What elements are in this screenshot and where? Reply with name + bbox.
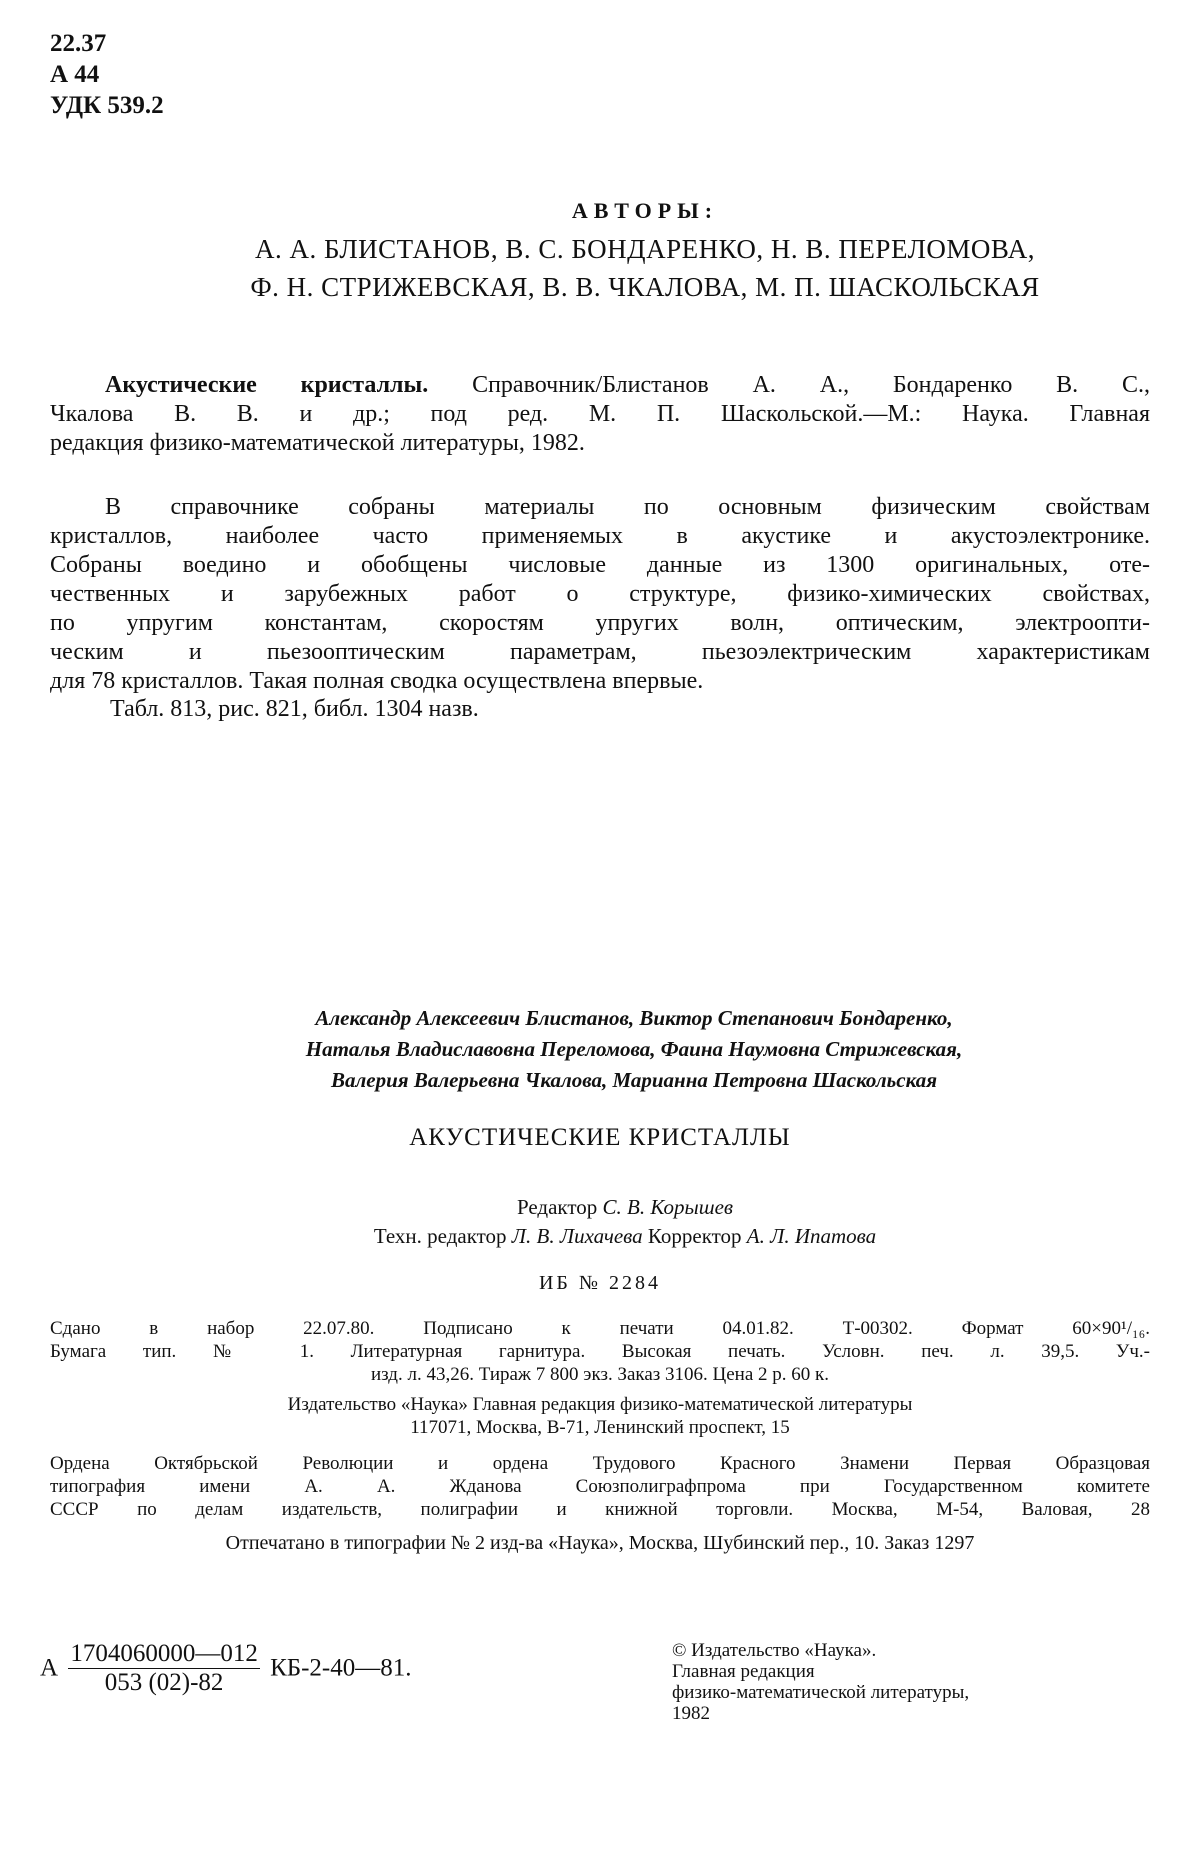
printing-house-line: типография имени А. А. Жданова Союзполиграфпрома при Государственном комитете — [50, 1476, 1150, 1497]
print-details-line: изд. л. 43,26. Тираж 7 800 экз. Заказ 3106. Цена 2 р. 60 к. — [370, 1364, 830, 1385]
print-details-line: Бумага тип. № 1. Литературная гарнитура. Высокая печать. Условн. печ. л. 39,5. Уч.- — [50, 1341, 1150, 1362]
print-details-line: Сдано в набор 22.07.80. Подписано к печати 04.01.82. Т-00302. Формат 60×90¹/₁₆. — [50, 1318, 1150, 1339]
ib-number: ИБ № 2284 — [538, 1272, 661, 1294]
biblio-line-2: Чкалова В. В. и др.; под ред. М. П. Шаскольской.—М.: Наука. Главная — [50, 401, 1150, 427]
editor-name: С. В. Корышев — [602, 1195, 734, 1219]
abstract-line: кристаллов, наиболее часто применяемых в акустике и акустоэлектронике. — [50, 523, 1150, 549]
index-fraction — [68, 1640, 260, 1697]
abstract — [50, 493, 1150, 696]
authors-line-1: А. А. БЛИСТАНОВ, В. С. БОНДАРЕНКО, Н. В. ПЕРЕЛОМОВА, — [255, 234, 1035, 264]
index-numerator: 1704060000—012 — [70, 1640, 258, 1667]
printing-house — [50, 1452, 1150, 1521]
full-names-line: Наталья Владиславовна Переломова, Фаина Наумовна Стрижевская, — [305, 1037, 963, 1061]
abstract-line: по упругим константам, скоростям упругих волн, оптическим, электроопти- — [50, 610, 1150, 636]
author-mark: А 44 — [50, 61, 100, 88]
print-details — [50, 1317, 1150, 1386]
abstract-line: для 78 кристаллов. Такая полная сводка осуществлена впервые. — [50, 668, 704, 694]
publisher-line: 117071, Москва, В-71, Ленинский проспект, 15 — [410, 1417, 790, 1438]
abstract-line: ческим и пьезооптическим параметрам, пьезоэлектрическим характеристикам — [50, 639, 1150, 665]
editor-label: Редактор — [516, 1195, 603, 1219]
tech-editor-name: Л. В. Лихачева — [511, 1224, 643, 1248]
editorial-credits — [0, 1193, 1200, 1251]
copyright-line: 1982 — [672, 1703, 710, 1724]
printing-house-line: СССР по делам издательств, полиграфии и книжной торговли. Москва, М-54, Валовая, 28 — [50, 1499, 1150, 1520]
tech-editor-line — [50, 1222, 1200, 1251]
editor-line — [50, 1193, 1200, 1222]
index-denominator: 053 (02)-82 — [104, 1669, 224, 1696]
publisher — [50, 1393, 1150, 1439]
catalog-codes — [50, 28, 164, 121]
bbk-code: 22.37 — [50, 30, 107, 57]
abstract-line: чественных и зарубежных работ о структуре, физико-химических свойствах, — [50, 581, 1150, 607]
bibliographic-description — [50, 371, 1150, 458]
abstract-line: В справочнике собраны материалы по основным физическим свойствам — [105, 494, 1150, 520]
tables-count: Табл. 813, рис. 821, библ. 1304 назв. — [110, 696, 479, 722]
authors-heading: АВТОРЫ: — [571, 198, 719, 223]
printed-at — [50, 1532, 1150, 1555]
copyright-line: Главная редакция — [672, 1661, 815, 1682]
full-names-line: Александр Алексеевич Блистанов, Виктор Степанович Бондаренко, — [315, 1006, 953, 1030]
index-code — [40, 1640, 412, 1697]
biblio-line-1-rest: Справочник/Блистанов А. А., Бондаренко В. С., — [428, 372, 1150, 398]
publisher-line: Издательство «Наука» Главная редакция физико-математической литературы — [287, 1394, 913, 1415]
biblio-line-3: редакция физико-математической литературы, 1982. — [50, 430, 585, 456]
corrector-label: Корректор — [642, 1224, 747, 1248]
book-title: АКУСТИЧЕСКИЕ КРИСТАЛЛЫ — [409, 1124, 791, 1151]
corrector-name: А. Л. Ипатова — [746, 1224, 877, 1248]
tech-editor-label: Техн. редактор — [373, 1224, 512, 1248]
authors-line-2: Ф. Н. СТРИЖЕВСКАЯ, В. В. ЧКАЛОВА, М. П. ШАСКОЛЬСКАЯ — [250, 272, 1040, 302]
full-author-names — [0, 1003, 1200, 1096]
copyright-line: физико-математической литературы, — [672, 1682, 970, 1703]
printed-at-line: Отпечатано в типографии № 2 изд-ва «Наука», Москва, Шубинский пер., 10. Заказ 1297 — [225, 1532, 975, 1554]
index-suffix: КБ-2-40—81. — [270, 1654, 412, 1682]
full-names-line: Валерия Валерьевна Чкалова, Марианна Петровна Шаскольская — [330, 1068, 938, 1092]
index-prefix: А — [40, 1654, 59, 1682]
copyright-line: © Издательство «Наука». — [672, 1640, 877, 1661]
biblio-lead: Акустические кристаллы. — [105, 372, 429, 398]
biblio-line-1 — [50, 371, 1150, 400]
printing-house-line: Ордена Октябрьской Революции и ордена Трудового Красного Знамени Первая Образцовая — [50, 1453, 1150, 1474]
abstract-line: Собраны воедино и обобщены числовые данные из 1300 оригинальных, оте- — [50, 552, 1150, 578]
copyright-notice — [672, 1640, 969, 1724]
udc-code: УДК 539.2 — [50, 92, 164, 119]
